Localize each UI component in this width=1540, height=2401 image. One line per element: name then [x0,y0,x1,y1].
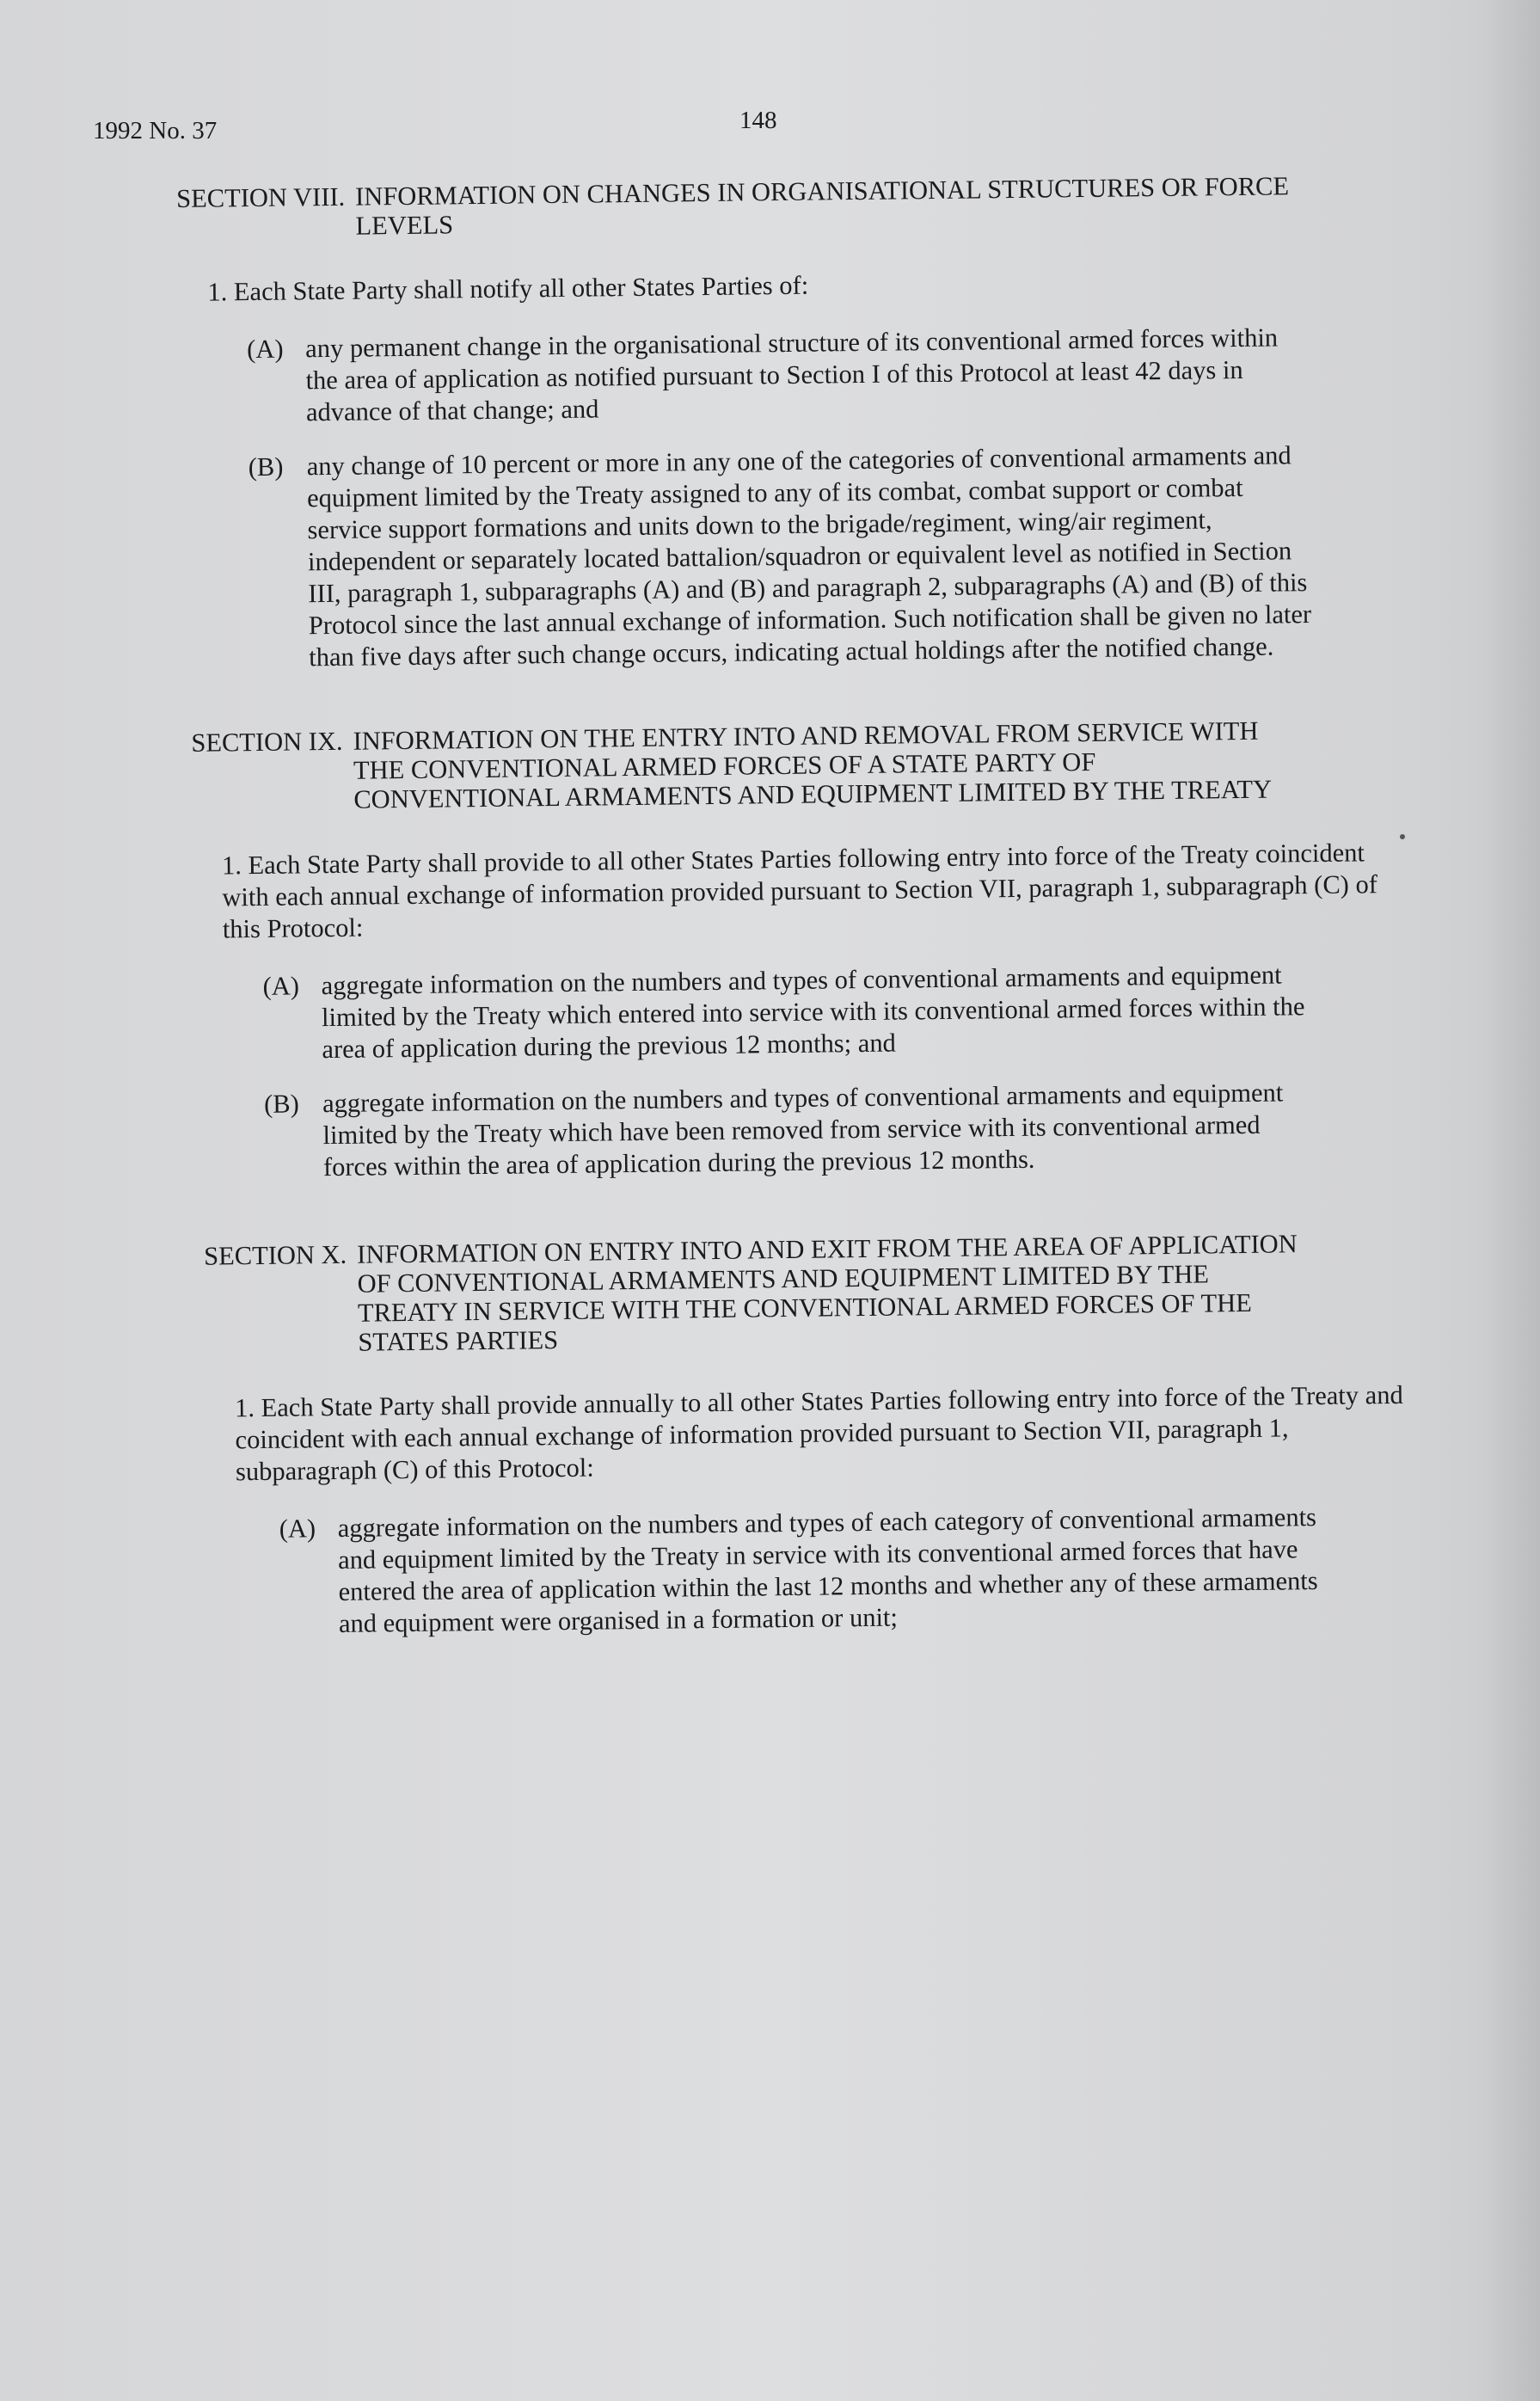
subparagraph-label: (B) [248,451,284,482]
subparagraph-text: any change of 10 percent or more in any one of the categories of conventional armaments and equipment limited by the Treaty assigned to any of its combat, combat support or combat service support formations and units down to the brigade/regiment, wing/air regiment, independent or separately located battalion/squadron or equivalent level as notified in Section III, paragraph 1, subparagraphs (A) and (B) and paragraph 2, subparagraphs (A) and (B) of this Protocol since the last annual exchange of information. Such notification shall be given no later than five days after such change occurs, indicating actual holdings after the notified change. [306,440,1312,672]
page-edge-shadow [1480,0,1540,2401]
section-label: SECTION IX. [191,726,343,758]
section-viii [176,170,1385,675]
subparagraph [264,1076,1391,1184]
section-heading [191,715,1387,816]
subparagraph [279,1501,1397,1641]
document-body [176,170,1403,1664]
paragraph: 1. Each State Party shall provide to all other States Parties following entry into force of the Treaty coincident with each annual exchange of information provided pursuant to Section VII, paragraph 1, subparagraph (C) of this Protocol: [221,838,1378,944]
section-label: SECTION VIII. [176,181,346,213]
section-title: INFORMATION ON ENTRY INTO AND EXIT FROM THE AREA OF APPLICATION OF CONVENTIONAL ARMAMENTS AND EQUIPMENT LIMITED BY THE TREATY IN SERVICE WITH THE CONVENTIONAL ARMED FORCES OF THE STATES PARTIES [357,1229,1298,1357]
paragraph: 1. Each State Party shall notify all other States Parties of: [207,270,809,307]
paragraph: 1. Each State Party shall provide annually to all other States Parties following entry into force of the Treaty and coincident with each annual exchange of information provided pursuant to Section VII, paragraph 1, subparagraph (C) of this Protocol: [234,1379,1403,1487]
ink-speck [1400,834,1405,839]
subparagraph-label: (B) [263,1089,300,1119]
section-label: SECTION X. [203,1239,347,1271]
document-reference: 1992 No. 37 [93,117,218,144]
subparagraph [262,958,1390,1066]
subparagraph-text: aggregate information on the numbers and types of conventional armaments and equipment limited by the Treaty which have been removed from service with its conventional armed forces within the area of application during the previous 12 months. [322,1078,1284,1182]
subparagraph-label: (A) [262,971,300,1001]
section-title: INFORMATION ON THE ENTRY INTO AND REMOVAL FROM SERVICE WITH THE CONVENTIONAL ARMED FORCES OF A STATE PARTY OF CONVENTIONAL ARMAMENTS AND EQUIPMENT LIMITED BY THE TREATY [353,715,1273,814]
subparagraph-label: (A) [279,1514,316,1544]
subparagraph-text: any permanent change in the organisational structure of its conventional armed forces within the area of application as notified pursuant to Section I of this Protocol at least 42 days in advance of that change; and [304,322,1279,427]
section-heading [176,170,1381,243]
subparagraph-text: aggregate information on the numbers and types of each category of conventional armaments and equipment limited by the Treaty in service with its conventional armed forces that have entered the area of application within the last 12 months and whether any of these armaments and equipment were organised in a formation or unit; [337,1502,1318,1638]
subparagraph-text: aggregate information on the numbers and types of conventional armaments and equipment limited by the Treaty which entered into service with its conventional armed forces within the area of application during the previous 12 months; and [321,960,1305,1065]
section-heading [204,1228,1391,1359]
subparagraph [247,321,1383,429]
subparagraph-label: (A) [246,334,284,365]
section-title: INFORMATION ON CHANGES IN ORGANISATIONAL STRUCTURES OR FORCE LEVELS [354,171,1290,241]
section-x [188,1228,1403,1642]
section-ix [182,715,1391,1185]
page-number: 148 [739,107,777,134]
subparagraph [248,439,1386,674]
